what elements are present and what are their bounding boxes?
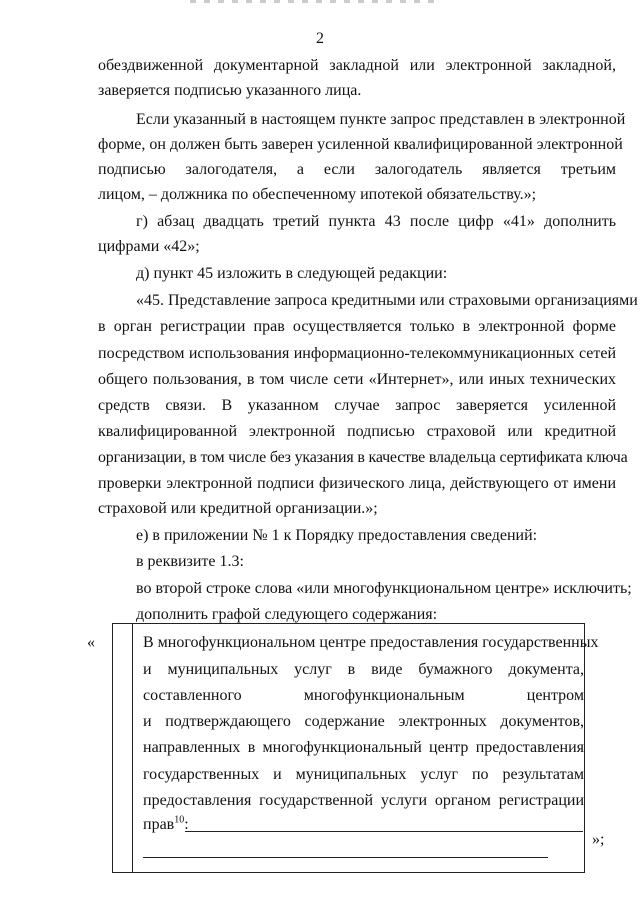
text-line: в реквизите 1.3:: [136, 553, 244, 570]
blank-fill-line: [143, 857, 548, 858]
table-text-line: составленного многофункциональным центром: [143, 687, 584, 704]
page-number: 2: [316, 30, 324, 47]
footnote-marker: 10: [174, 814, 185, 826]
text-line: заверяется подписью указанного лица.: [98, 82, 362, 99]
text-line: подписью залогодателя, а если залогодатель является третьим: [98, 161, 616, 178]
table-text-line: предоставления государственной услуги органом регистрации: [143, 792, 584, 809]
text-line: квалифицированной электронной подписью страховой или кредитной: [98, 423, 616, 440]
text-line: цифрами «42»;: [98, 238, 200, 255]
text-line: Если указанный в настоящем пункте запрос представлен в электронной: [136, 111, 626, 128]
text-line: г) абзац двадцать третий пункта 43 после цифр «41» дополнить: [136, 213, 616, 230]
table-last-word: прав: [143, 816, 175, 833]
text-line: обездвиженной документарной закладной или электронной закладной,: [98, 57, 616, 74]
text-line: средств связи. В указанном случае запрос заверяется усиленной: [98, 397, 616, 414]
table-text-line: и муниципальных услуг в виде бумажного документа,: [143, 661, 584, 678]
text-line: организации, в том числе без указания в качестве владельца сертификата ключа: [98, 449, 628, 466]
text-line: проверки электронной подписи физического лица, действующего от имени: [98, 475, 616, 492]
table-text-line: В многофункциональном центре предоставления государственных: [143, 634, 599, 651]
colon: :: [184, 816, 189, 833]
text-line: «45. Представление запроса кредитными или страховыми организациями: [136, 292, 638, 309]
closing-quote: »;: [592, 831, 605, 848]
text-line: общего пользования, в том числе сети «Интернет», или иных технических: [98, 371, 616, 388]
text-line: в орган регистрации прав осуществляется только в электронной форме: [98, 318, 616, 335]
table-last-line: [143, 815, 189, 835]
blank-fill-line: [185, 831, 583, 832]
table-column-divider: [132, 624, 133, 872]
scan-artifact: [190, 0, 440, 3]
text-line: форме, он должен быть заверен усиленной квалифицированной электронной: [98, 136, 623, 153]
text-line: д) пункт 45 изложить в следующей редакции:: [136, 265, 448, 282]
text-line: страховой или кредитной организации.»;: [98, 500, 378, 517]
text-line: во второй строке слова «или многофункциональном центре» исключить;: [136, 580, 632, 597]
table-text-line: и подтверждающего содержание электронных документов,: [143, 713, 584, 730]
text-line: лицом, – должника по обеспеченному ипотекой обязательству.»;: [98, 186, 537, 203]
table-text-line: направленных в многофункциональный центр предоставления: [143, 739, 584, 756]
opening-quote: «: [87, 634, 95, 651]
text-line: посредством использования информационно-телекоммуникационных сетей: [98, 345, 616, 362]
text-line: е) в приложении № 1 к Порядку предоставления сведений:: [136, 527, 538, 544]
table-text-line: государственных и муниципальных услуг по результатам: [143, 766, 584, 783]
text-line: дополнить графой следующего содержания:: [136, 606, 438, 623]
